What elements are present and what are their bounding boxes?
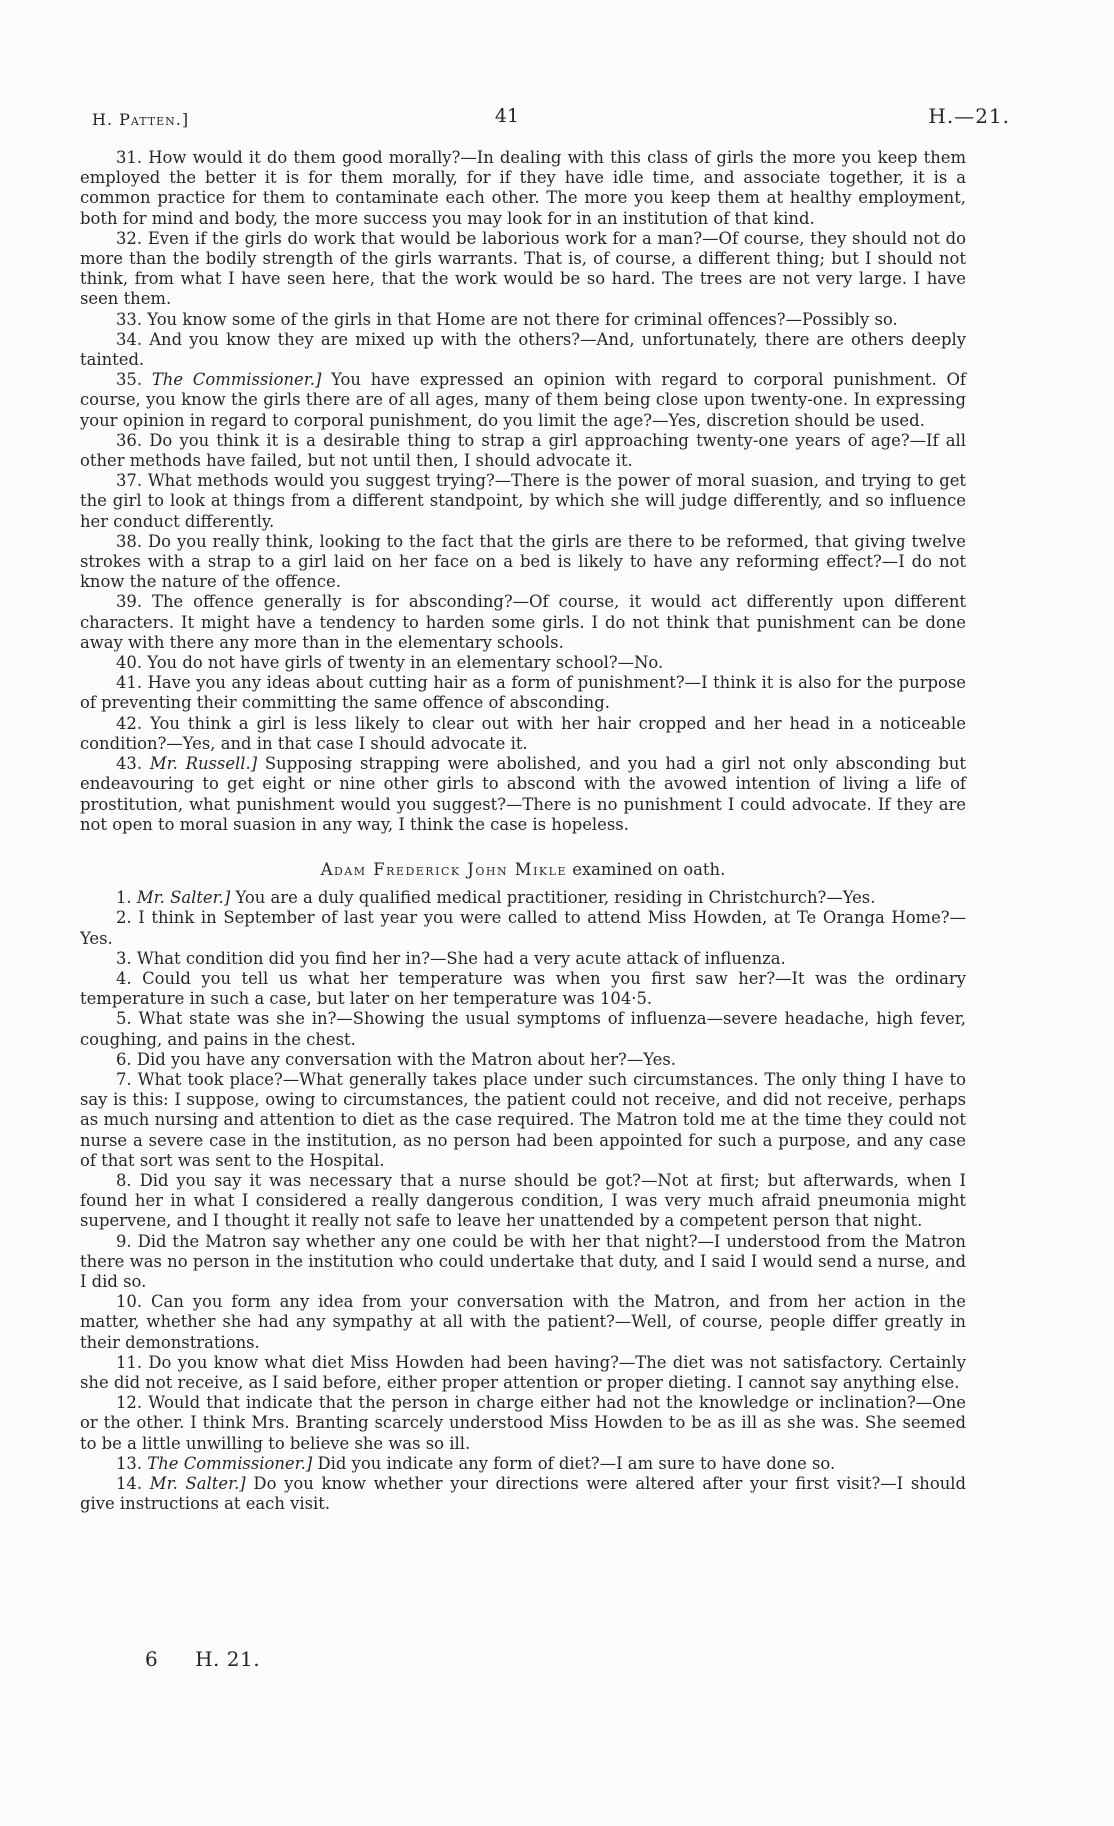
qa-paragraph	[80, 370, 966, 431]
signature-number: 6	[145, 1647, 159, 1671]
qa-paragraph	[80, 471, 966, 532]
qa-paragraph	[80, 1454, 966, 1474]
qa-paragraph	[80, 754, 966, 835]
qa-paragraph	[80, 714, 966, 754]
question-number: 7.	[116, 1069, 132, 1089]
question-number: 5.	[116, 1009, 132, 1029]
question-number: 6.	[116, 1049, 132, 1069]
question-number: 33.	[116, 309, 143, 329]
question-answer-text: Would that indicate that the person in charge either had not the knowledge or inclination?—One or the other. I think Mrs. Branting scarcely understood Miss Howden to be as ill as she was. She seemed to be a little unwilling to believe she was so ill.	[80, 1393, 966, 1453]
qa-paragraph	[80, 1393, 966, 1454]
witness-heading	[80, 860, 966, 880]
question-answer-text: Can you form any idea from your conversation with the Matron, and from her action in the matter, whether she had any sympathy at all with the patient?—Well, of course, people differ greatly in their demonstrations.	[80, 1292, 966, 1352]
question-answer-text: What methods would you suggest trying?—There is the power of moral suasion, and trying to get the girl to look at things from a different standpoint, by which she will judge differently, and so influence her conduct differently.	[80, 471, 966, 531]
qa-paragraph	[80, 1474, 966, 1514]
speaker-label: The Commissioner.]	[151, 370, 322, 390]
qa-paragraph	[80, 908, 966, 948]
qa-paragraph	[80, 532, 966, 593]
question-answer-text: You do not have girls of twenty in an elementary school?—No.	[147, 653, 664, 673]
question-number: 14.	[116, 1474, 143, 1493]
question-number: 35.	[116, 370, 143, 390]
question-answer-text: Did the Matron say whether any one could be with her that night?—I understood from the Matron there was no person in the institution who could undertake that duty, and I said I would send a nurse, and I did so.	[80, 1231, 966, 1291]
question-number: 31.	[116, 148, 143, 167]
witness-heading-rest: examined on oath.	[572, 859, 726, 879]
qa-paragraph	[80, 431, 966, 471]
qa-paragraph	[80, 330, 966, 370]
qa-paragraph	[80, 148, 966, 229]
question-number: 43.	[116, 754, 143, 774]
question-number: 9.	[116, 1231, 132, 1251]
question-number: 38.	[116, 531, 143, 551]
question-answer-text: You know some of the girls in that Home are not there for criminal offences?—Possibly so.	[147, 309, 898, 329]
testimony-body	[80, 148, 966, 1514]
question-answer-text: Did you have any conversation with the Matron about her?—Yes.	[136, 1049, 676, 1069]
running-header-witness: H. Patten.]	[92, 110, 190, 129]
question-number: 37.	[116, 471, 143, 491]
page-header	[0, 0, 1114, 140]
question-number: 1.	[116, 888, 132, 908]
question-number: 13.	[116, 1453, 143, 1473]
question-number: 11.	[116, 1352, 143, 1372]
question-number: 32.	[116, 228, 143, 248]
question-number: 2.	[116, 908, 132, 928]
question-answer-text: What condition did you find her in?—She had a very acute attack of influenza.	[136, 948, 786, 968]
question-answer-text: Did you indicate any form of diet?—I am sure to have done so.	[317, 1453, 836, 1473]
question-answer-text: Supposing strapping were abolished, and you had a girl not only absconding but endeavouring to get eight or nine other girls to abscond with the avowed intention of living a life of prostitution, what punishment would you suggest?—There is no punishment I could advocate. If they are not open to moral suasion in any way, I think the case is hopeless.	[80, 754, 966, 834]
question-answer-text: And you know they are mixed up with the others?—And, unfortunately, there are others deeply tainted.	[80, 329, 966, 370]
question-answer-text: What state was she in?—Showing the usual symptoms of influenza—severe headache, high fever, coughing, and pains in the chest.	[80, 1009, 966, 1049]
speaker-label: Mr. Russell.]	[149, 754, 258, 774]
qa-paragraph	[80, 949, 966, 969]
footer-doc-ref: H. 21.	[195, 1647, 261, 1671]
question-answer-text: Could you tell us what her temperature was when you first saw her?—It was the ordinary temperature in such a case, but later on her temperature was 104·5.	[80, 968, 966, 1009]
qa-paragraph	[80, 229, 966, 310]
question-number: 34.	[116, 329, 143, 349]
question-number: 42.	[116, 713, 143, 733]
qa-paragraph	[80, 888, 966, 908]
speaker-label: Mr. Salter.]	[149, 1474, 246, 1493]
question-answer-text: Do you really think, looking to the fact that the girls are there to be reformed, that giving twelve strokes with a strap to a girl laid on her face on a bed is likely to have any reforming effect?—I do not know the nature of the offence.	[80, 531, 967, 592]
question-answer-text: How would it do them good morally?—In dealing with this class of girls the more you keep them employed the better it is for them morally, for if they have idle time, and associate together, it is a common practice for them to contaminate each other. The more you keep them at healthy employment, both for mind and body, the more success you may look for in an institution of that kind.	[80, 148, 966, 228]
qa-paragraph	[80, 1070, 966, 1171]
question-answer-text: Even if the girls do work that would be laborious work for a man?—Of course, they should not do more than the bodily strength of the girls warrants. That is, of course, a different thing; but I should not think, from what I have seen here, that the work would be so hard. The trees are not very large. I have seen them.	[80, 228, 967, 309]
qa-paragraph	[80, 592, 966, 653]
question-number: 8.	[116, 1170, 132, 1190]
question-answer-text: Do you know whether your directions were altered after your first visit?—I should give instructions at each visit.	[80, 1474, 966, 1514]
witness-name: Adam Frederick John Mikle	[320, 859, 567, 879]
page-number: 41	[494, 105, 520, 127]
question-answer-text: Do you know what diet Miss Howden had been having?—The diet was not satisfactory. Certainly she did not receive, as I said before, either proper attention or proper dieting. I cannot say anything else.	[80, 1352, 966, 1392]
page-footer	[145, 1647, 260, 1671]
speaker-label: Mr. Salter.]	[136, 888, 231, 908]
question-answer-text: Do you think it is a desirable thing to strap a girl approaching twenty-one years of age?—If all other methods have failed, but not until then, I should advocate it.	[80, 430, 967, 471]
question-number: 36.	[116, 430, 143, 450]
qa-paragraph	[80, 1009, 966, 1049]
qa-paragraph	[80, 1232, 966, 1293]
qa-paragraph	[80, 673, 966, 713]
question-number: 41.	[116, 673, 143, 693]
question-number: 10.	[116, 1292, 143, 1312]
question-number: 40.	[116, 653, 143, 673]
question-number: 4.	[116, 968, 132, 988]
question-answer-text: You think a girl is less likely to clear out with her hair cropped and her head in a noticeable condition?—Yes, and in that case I should advocate it.	[80, 713, 967, 753]
paper-reference: H.—21.	[928, 104, 1010, 128]
testimony-section-mikle	[80, 888, 966, 1514]
qa-paragraph	[80, 1050, 966, 1070]
qa-paragraph	[80, 1353, 966, 1393]
testimony-section-patten	[80, 148, 966, 835]
qa-paragraph	[80, 310, 966, 330]
question-answer-text: I think in September of last year you were called to attend Miss Howden, at Te Oranga Home?—Yes.	[80, 908, 966, 948]
question-answer-text: What took place?—What generally takes place under such circumstances. The only thing I have to say is this: I suppose, owing to circumstances, the patient could not receive, and did not receive, perhaps as much nursing and attention to diet as the case required. The Matron told me at the time they could not nurse a severe case in the institution, as no person had been appointed for such a purpose, and any case of that sort was sent to the Hospital.	[80, 1069, 966, 1170]
qa-paragraph	[80, 1292, 966, 1353]
question-answer-text: The offence generally is for absconding?—Of course, it would act differently upon different characters. It might have a tendency to harden some girls. I do not think that punishment can be done away with there any more than in the elementary schools.	[80, 592, 966, 652]
speaker-label: The Commissioner.]	[147, 1453, 313, 1473]
question-answer-text: You are a duly qualified medical practitioner, residing in Christchurch?—Yes.	[235, 888, 876, 908]
question-answer-text: Have you any ideas about cutting hair as a form of punishment?—I think it is also for the purpose of preventing their committing the same offence of absconding.	[80, 673, 967, 713]
question-number: 3.	[116, 948, 132, 968]
qa-paragraph	[80, 653, 966, 673]
qa-paragraph	[80, 969, 966, 1009]
question-number: 39.	[116, 592, 143, 612]
question-answer-text: Did you say it was necessary that a nurse should be got?—Not at first; but afterwards, when I found her in what I considered a really dangerous condition, I was very much afraid pneumonia might supervene, and I thought it really not safe to leave her unattended by a competent person that night.	[80, 1170, 967, 1231]
qa-paragraph	[80, 1171, 966, 1232]
question-number: 12.	[116, 1393, 143, 1413]
question-answer-text: You have expressed an opinion with regard to corporal punishment. Of course, you know the girls there are of all ages, many of them being close upon twenty-one. In expressing your opinion in regard to corporal punishment, do you limit the age?—Yes, discretion should be used.	[80, 370, 966, 430]
